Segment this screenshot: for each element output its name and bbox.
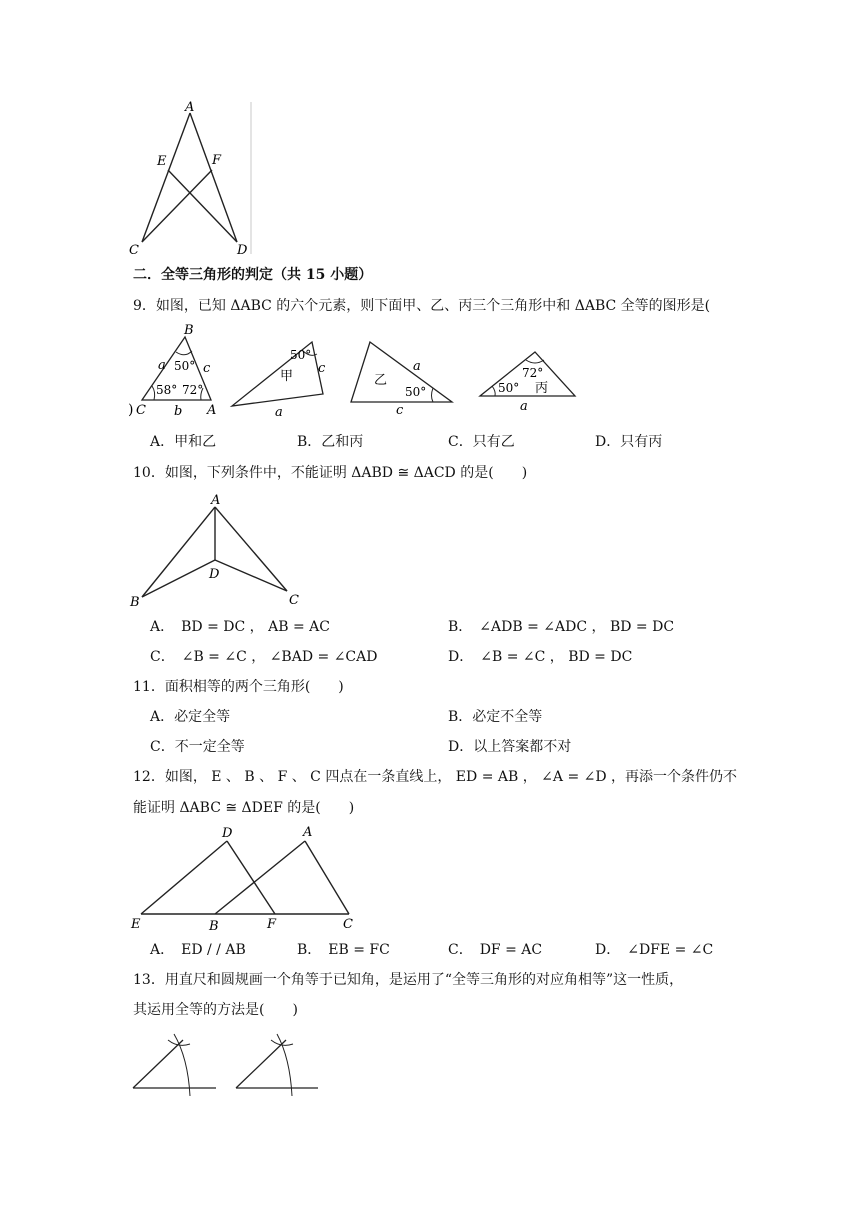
q9-figure [130, 322, 590, 420]
svg-text:丙: 丙 [535, 381, 549, 396]
label-D: D [237, 243, 248, 258]
q12-option-b: B． EB = FC [297, 942, 390, 958]
q11-option-c: C．不一定全等 [150, 739, 245, 755]
q9-triangle-yi [351, 342, 452, 418]
svg-text:58°: 58° [156, 383, 178, 397]
svg-text:): ) [128, 402, 134, 418]
label-D: D [209, 567, 220, 582]
q10-stem: 10．如图，下列条件中，不能证明 ΔABD ≅ ΔACD 的是( ) [133, 465, 528, 481]
svg-text:50°: 50° [290, 348, 312, 362]
svg-text:c: c [318, 361, 326, 376]
q9-stem: 9．如图，已知 ΔABC 的六个元素，则下面甲、乙、丙三个三角形中和 ΔABC 全等的图形是( [133, 298, 711, 314]
svg-text:a: a [275, 405, 283, 420]
svg-text:50°: 50° [174, 359, 196, 373]
svg-text:A: A [207, 403, 217, 418]
svg-text:B: B [184, 323, 194, 338]
label-C: C [289, 593, 299, 608]
svg-text:a: a [520, 399, 528, 414]
q11-option-a: A．必定全等 [150, 709, 231, 725]
q9-triangle-abc [128, 323, 216, 419]
label-C: C [129, 243, 139, 258]
q9-option-d: D．只有丙 [595, 434, 663, 450]
q12-figure [125, 822, 365, 934]
q12-option-d: D． ∠DFE = ∠C [595, 942, 714, 958]
q9-triangle-bing [480, 352, 575, 414]
q9-option-a: A．甲和乙 [150, 434, 217, 450]
label-F: F [267, 917, 277, 932]
q10-figure [125, 490, 315, 612]
q13-stem-line2: 其运用全等的方法是( ) [133, 1002, 298, 1018]
label-E: E [157, 154, 167, 169]
svg-text:72°: 72° [182, 383, 204, 397]
q9-option-c: C．只有乙 [448, 434, 515, 450]
svg-text:a: a [158, 358, 166, 373]
q13-figure [128, 1030, 328, 1102]
label-A: A [303, 825, 313, 840]
q10-option-c: C． ∠B = ∠C ， ∠BAD = ∠CAD [150, 649, 378, 665]
label-B: B [209, 919, 219, 934]
svg-text:C: C [136, 403, 146, 418]
q12-option-c: C． DF = AC [448, 942, 543, 958]
q9-triangle-jia [232, 342, 326, 420]
q11-stem: 11．面积相等的两个三角形( ) [133, 679, 344, 695]
q12-stem-line1: 12．如图， E 、 B 、 F 、 C 四点在一条直线上， ED = AB ， ∠A = ∠D ，再添一个条件仍不 [133, 769, 738, 785]
svg-text:c: c [396, 403, 404, 418]
q10-option-b: B． ∠ADB = ∠ADC ， BD = DC [448, 619, 675, 635]
q11-option-d: D．以上答案都不对 [448, 739, 572, 755]
q10-option-a: A． BD = DC ， AB = AC [150, 619, 330, 635]
svg-text:甲: 甲 [280, 369, 294, 384]
label-F: F [212, 153, 222, 168]
label-C: C [343, 917, 353, 932]
svg-text:b: b [174, 404, 183, 419]
q12-stem-line2: 能证明 ΔABC ≅ ΔDEF 的是( ) [133, 800, 355, 816]
svg-text:50°: 50° [405, 385, 427, 399]
svg-text:乙: 乙 [374, 373, 388, 388]
label-B: B [130, 595, 140, 610]
svg-text:50°: 50° [498, 381, 520, 395]
q13-construction-right [236, 1034, 318, 1096]
svg-text:a: a [413, 359, 421, 374]
q13-construction-left [133, 1034, 216, 1096]
q10-option-d: D． ∠B = ∠C ， BD = DC [448, 649, 633, 665]
svg-text:72°: 72° [522, 366, 544, 380]
figure-top-triangle [125, 98, 260, 258]
svg-text:c: c [203, 361, 211, 376]
q11-option-b: B．必定不全等 [448, 709, 543, 725]
q13-stem-line1: 13．用直尺和圆规画一个角等于已知角，是运用了“全等三角形的对应角相等”这一性质， [133, 972, 684, 988]
label-A: A [211, 493, 221, 508]
label-A: A [185, 100, 195, 115]
q12-option-a: A． ED / / AB [150, 942, 246, 958]
label-E: E [131, 917, 141, 932]
q9-option-b: B．乙和丙 [297, 434, 364, 450]
section-title: 二．全等三角形的判定（共 15 小题） [133, 267, 373, 283]
label-D: D [222, 826, 233, 841]
